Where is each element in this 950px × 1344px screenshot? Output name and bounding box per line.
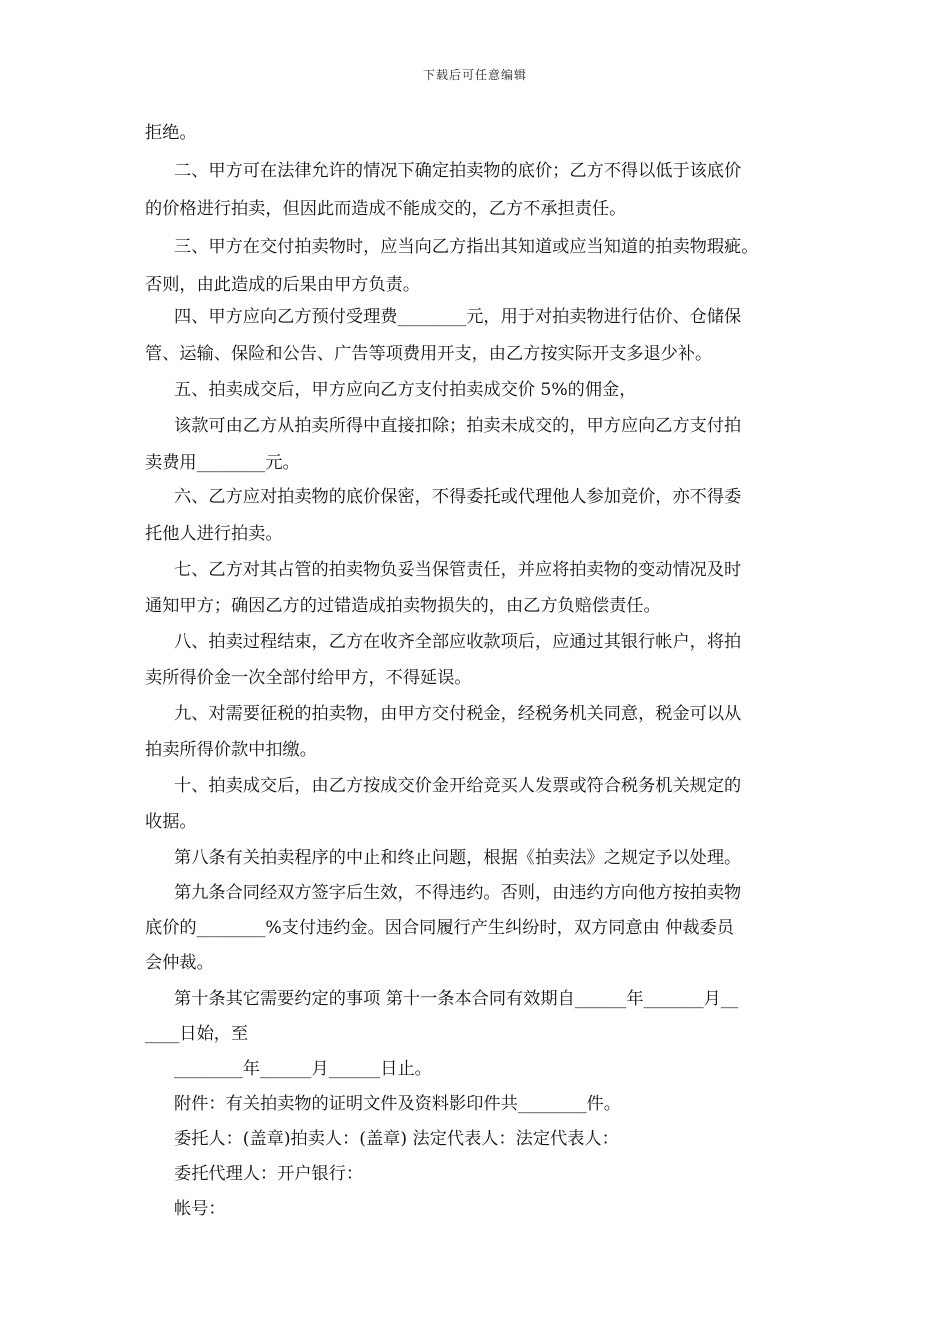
- text-line: 卖费用________元。: [145, 453, 300, 473]
- text-line: 十、拍卖成交后，由乙方按成交价金开给竞买人发票或符合税务机关规定的: [174, 776, 742, 796]
- text-line: 九、对需要征税的拍卖物，由甲方交付税金，经税务机关同意，税金可以从: [174, 704, 742, 724]
- text-line: 托他人进行拍卖。: [145, 524, 283, 544]
- text-line: 三、甲方在交付拍卖物时，应当向乙方指出其知道或应当知道的拍卖物瑕疵。: [174, 237, 759, 257]
- text-line: 会仲裁。: [145, 953, 214, 973]
- text-line: 通知甲方；确因乙方的过错造成拍卖物损失的，由乙方负赔偿责任。: [145, 596, 661, 616]
- text-line: 四、甲方应向乙方预付受理费________元，用于对拍卖物进行估价、仓储保: [174, 307, 742, 327]
- text-line: 第八条有关拍卖程序的中止和终止问题，根据《拍卖法》之规定予以处理。: [174, 848, 742, 868]
- text-line: 底价的________%支付违约金。因合同履行产生纠纷时，双方同意由 仲裁委员: [145, 918, 734, 938]
- text-line: 七、乙方对其占管的拍卖物负妥当保管责任，并应将拍卖物的变动情况及时: [174, 560, 742, 580]
- text-line: 帐号：: [174, 1199, 226, 1219]
- text-line: 拍卖所得价款中扣缴。: [145, 740, 317, 760]
- text-line: 附件：有关拍卖物的证明文件及资料影印件共________件。: [174, 1094, 621, 1114]
- text-line: 收据。: [145, 812, 197, 832]
- text-line: 八、拍卖过程结束，乙方在收齐全部应收款项后，应通过其银行帐户，将拍: [174, 632, 742, 652]
- text-line: ____日始，至: [145, 1024, 249, 1044]
- text-line: 第十条其它需要约定的事项 第十一条本合同有效期自______年_______月__: [174, 989, 739, 1009]
- text-line: 的价格进行拍卖，但因此而造成不能成交的，乙方不承担责任。: [145, 199, 627, 219]
- text-line: 该款可由乙方从拍卖所得中直接扣除；拍卖未成交的，甲方应向乙方支付拍: [174, 416, 742, 436]
- page-header-note: 下载后可任意编辑: [422, 68, 527, 82]
- text-line: 否则，由此造成的后果由甲方负责。: [145, 275, 421, 295]
- text-line: ________年______月______日止。: [174, 1059, 432, 1079]
- text-line: 拒绝。: [145, 123, 197, 143]
- text-line: 二、甲方可在法律允许的情况下确定拍卖物的底价；乙方不得以低于该底价: [174, 161, 742, 181]
- text-line: 五、拍卖成交后，甲方应向乙方支付拍卖成交价 5%的佣金，: [174, 380, 637, 400]
- text-line: 委托人：(盖章)拍卖人：(盖章) 法定代表人：法定代表人：: [174, 1129, 619, 1149]
- text-line: 第九条合同经双方签字后生效，不得违约。否则，由违约方向他方按拍卖物: [174, 883, 742, 903]
- text-line: 管、运输、保险和公告、广告等项费用开支，由乙方按实际开支多退少补。: [145, 344, 713, 364]
- text-line: 委托代理人：开户银行：: [174, 1164, 364, 1184]
- text-line: 六、乙方应对拍卖物的底价保密，不得委托或代理他人参加竞价，亦不得委: [174, 487, 742, 507]
- text-line: 卖所得价金一次全部付给甲方，不得延误。: [145, 668, 472, 688]
